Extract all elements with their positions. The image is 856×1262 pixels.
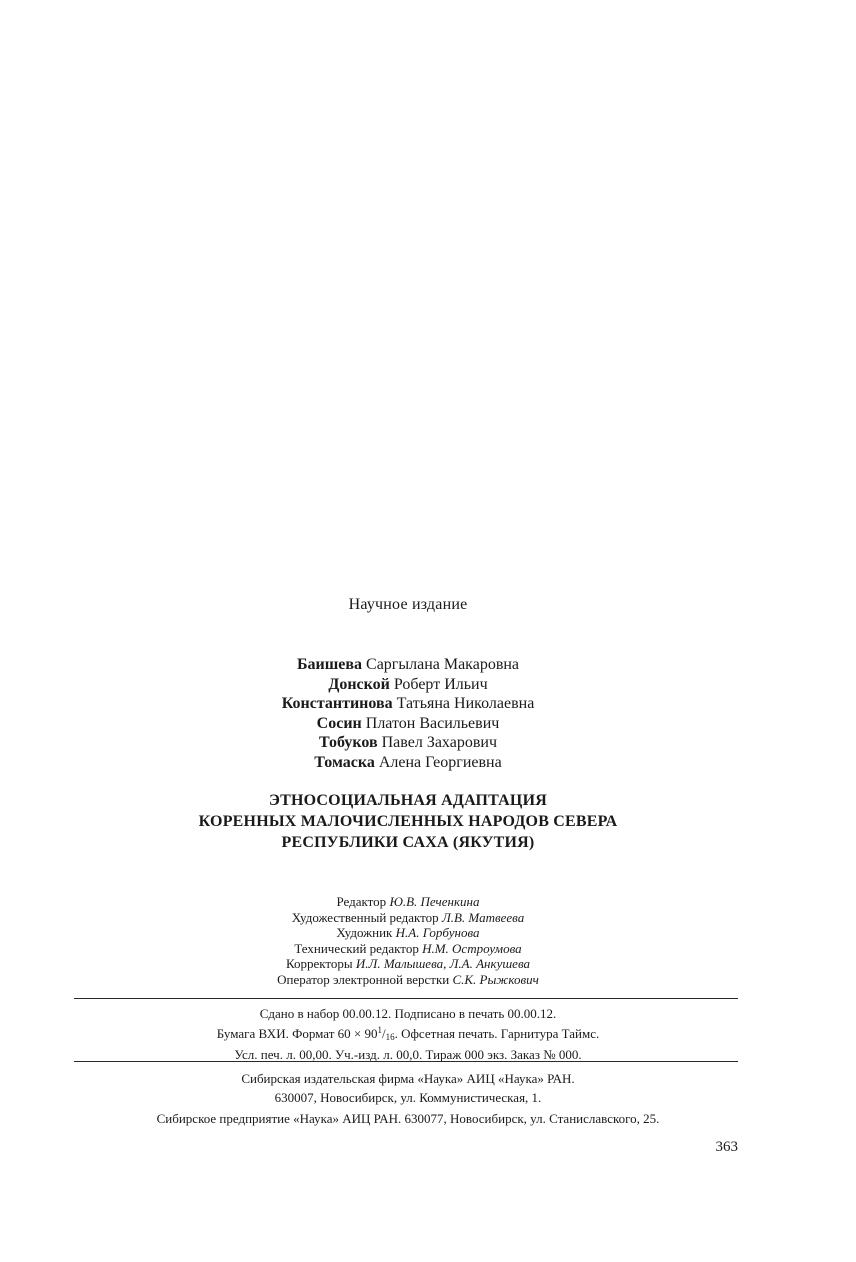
credit-role: Технический редактор — [294, 940, 419, 956]
credit-row — [80, 941, 736, 957]
format-prefix: Бумага ВХИ. Формат 60 × 90 — [216, 1026, 378, 1041]
author-surname: Тобуков — [319, 734, 378, 751]
credits-block — [80, 894, 736, 987]
printer-info: Сибирское предприятие «Наука» АИЦ РАН. 630077, Новосибирск, ул. Станиславского, 25. — [156, 1111, 660, 1126]
format-numerator: 1 — [377, 1025, 382, 1035]
print-info — [80, 1005, 736, 1063]
author-surname: Донской — [328, 675, 390, 693]
credit-role: Корректоры — [285, 956, 353, 971]
author-surname: Баишева — [296, 656, 363, 673]
credit-row — [80, 925, 736, 941]
author-entry — [80, 733, 736, 753]
credit-role: Художник — [336, 925, 393, 940]
author-entry — [80, 714, 736, 734]
credit-role: Оператор электронной верстки — [277, 971, 450, 987]
divider-rule — [74, 1061, 738, 1062]
credit-role: Художественный редактор — [291, 909, 439, 925]
credit-person: Ю.В. Печенкина — [389, 894, 480, 909]
author-given-names: Саргылана Макаровна — [366, 656, 520, 673]
divider-rule — [74, 998, 738, 999]
page-number: 363 — [715, 1139, 738, 1155]
credit-person: С.К. Рыжкович — [452, 971, 539, 987]
credit-row — [80, 972, 736, 988]
author-entry — [80, 675, 736, 695]
author-surname: Константинова — [281, 695, 393, 712]
publisher-address: 630007, Новосибирск, ул. Коммунистическая, 1. — [274, 1090, 542, 1105]
credit-row — [80, 894, 736, 910]
print-dates: Сдано в набор 00.00.12. Подписано в печать 00.00.12. — [259, 1006, 557, 1021]
credit-person: Н.М. Остроумова — [422, 940, 522, 956]
author-entry — [80, 694, 736, 714]
author-given-names: Платон Васильевич — [365, 714, 500, 732]
author-given-names: Алена Георгиевна — [378, 753, 502, 771]
author-entry — [80, 655, 736, 675]
credit-row — [80, 956, 736, 972]
edition-type: Научное издание — [348, 596, 468, 613]
author-entry — [80, 753, 736, 773]
author-given-names: Роберт Ильич — [393, 675, 488, 693]
format-denominator: 16 — [385, 1032, 395, 1042]
author-surname: Томаска — [314, 753, 375, 771]
title-line: КОРЕННЫХ МАЛОЧИСЛЕННЫХ НАРОДОВ СЕВЕРА — [198, 813, 618, 830]
publisher-info — [80, 1069, 736, 1128]
credit-row — [80, 910, 736, 926]
author-given-names: Павел Захарович — [381, 734, 497, 751]
credit-person: И.Л. Малышева, Л.А. Анкушева — [355, 956, 530, 971]
author-list — [80, 655, 736, 772]
credit-person: Л.В. Матвеева — [441, 909, 525, 925]
publisher-name: Сибирская издательская фирма «Наука» АИЦ «Наука» РАН. — [241, 1071, 575, 1086]
title-line: РЕСПУБЛИКИ САХА (ЯКУТИЯ) — [281, 834, 535, 851]
author-surname: Сосин — [316, 714, 362, 732]
author-given-names: Татьяна Николаевна — [396, 695, 535, 712]
format-slash: / — [382, 1026, 386, 1041]
print-format — [80, 1022, 736, 1046]
credit-role: Редактор — [336, 894, 387, 909]
title-line: ЭТНОСОЦИАЛЬНАЯ АДАПТАЦИЯ — [269, 792, 547, 809]
format-suffix: . Офсетная печать. Гарнитура Таймс. — [394, 1026, 600, 1041]
credit-person: Н.А. Горбунова — [395, 925, 480, 940]
print-volume: Усл. печ. л. 00,00. Уч.-изд. л. 00,0. Тираж 000 экз. Заказ № 000. — [234, 1047, 582, 1062]
book-title — [80, 790, 736, 853]
